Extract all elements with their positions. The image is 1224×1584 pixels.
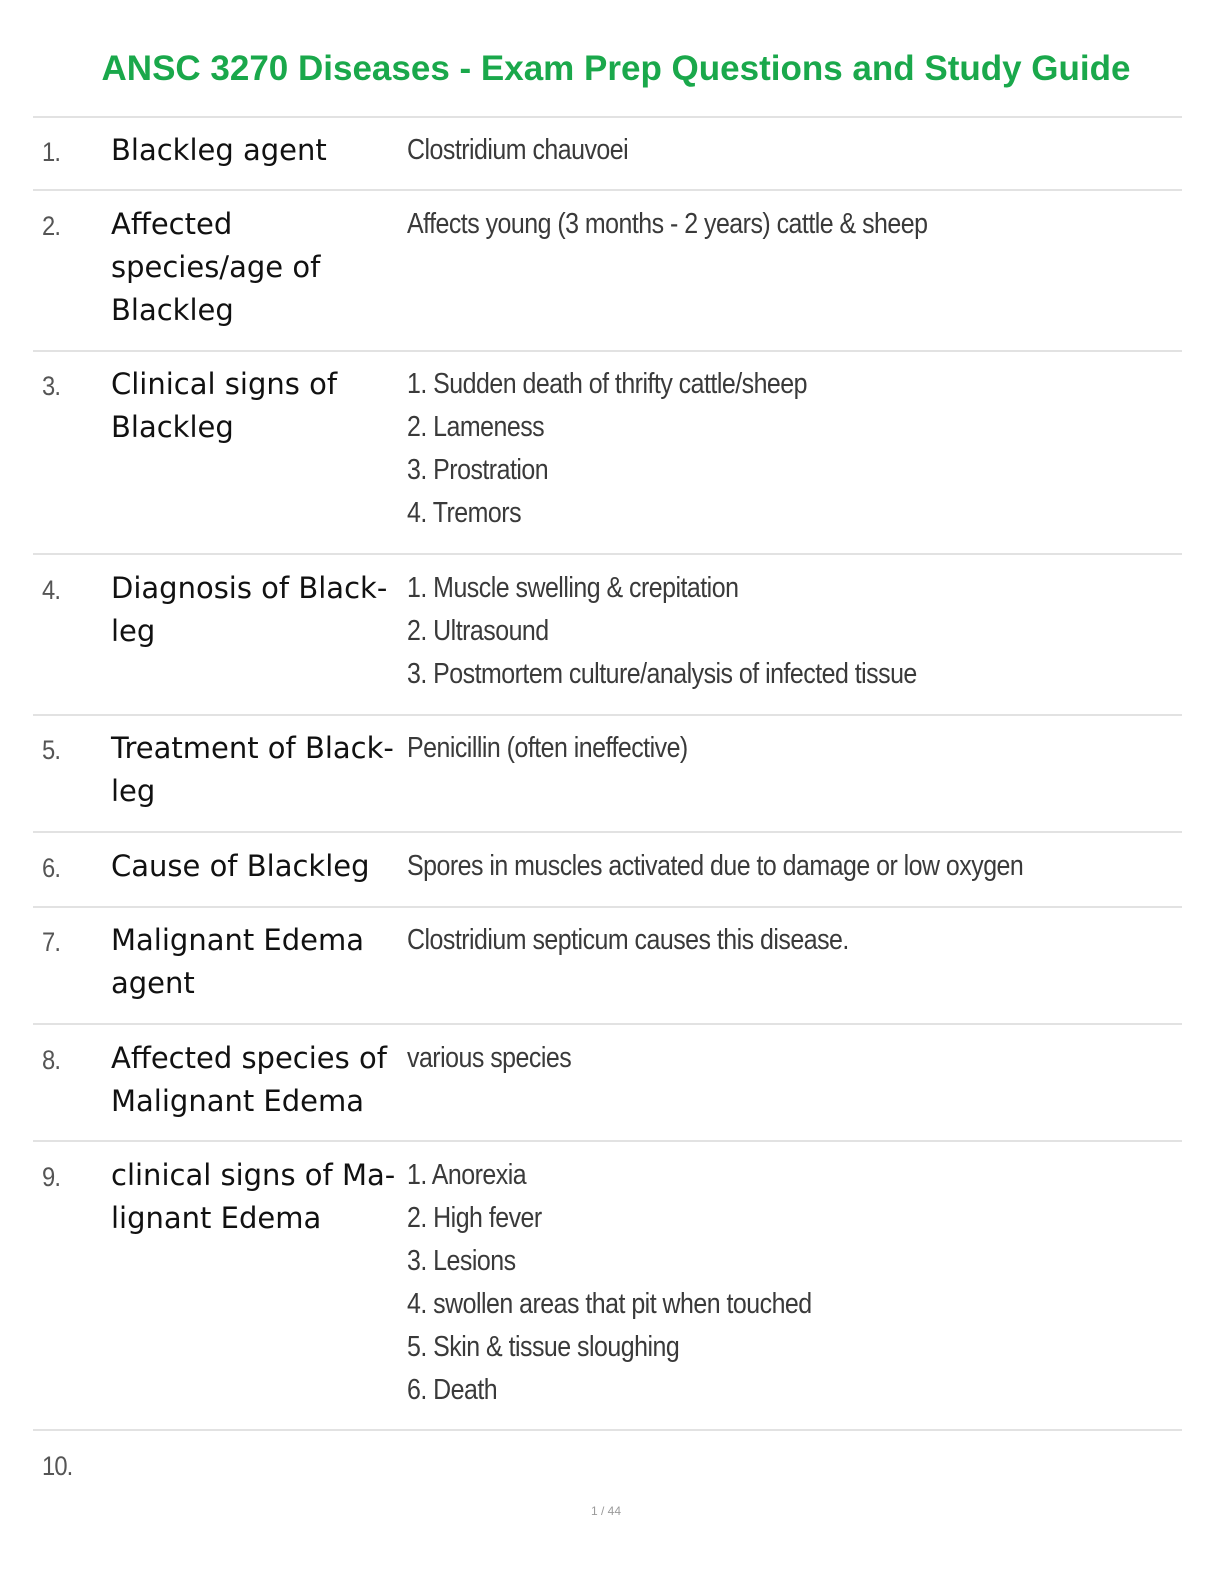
divider <box>33 553 1182 555</box>
card-definition <box>407 203 927 246</box>
term-line: Cause of Blackleg <box>111 849 370 883</box>
card-number: 1. <box>42 137 61 167</box>
card-number: 9. <box>42 1162 61 1192</box>
definition-line: Penicillin (often ineffective) <box>407 732 688 764</box>
term-line: Blackleg <box>111 293 234 327</box>
definition-line: 2. Lameness <box>407 411 545 443</box>
definition-line: Clostridium chauvoei <box>407 134 629 166</box>
term-line: Treatment of Black- <box>111 731 394 765</box>
term-line: Affected <box>111 207 233 241</box>
term-line: agent <box>111 966 195 1000</box>
card-term <box>111 363 401 449</box>
card-number: 6. <box>42 853 61 883</box>
card-term <box>111 203 401 332</box>
divider <box>33 831 1182 833</box>
definition-line: Spores in muscles activated due to damage or low oxygen <box>407 850 1024 882</box>
term-line: Blackleg agent <box>111 133 327 167</box>
card-term <box>111 845 401 888</box>
divider <box>33 1429 1182 1431</box>
definition-line: 3. Postmortem culture/analysis of infected tissue <box>407 658 917 690</box>
term-line: leg <box>111 614 156 648</box>
card-number: 5. <box>42 735 61 765</box>
divider <box>33 189 1182 191</box>
card-definition <box>407 919 849 962</box>
card-definition <box>407 567 917 696</box>
term-line: Affected species of <box>111 1041 387 1075</box>
card-definition <box>407 727 688 770</box>
card-number: 8. <box>42 1045 61 1075</box>
card-number: 4. <box>42 575 61 605</box>
term-line: leg <box>111 774 156 808</box>
term-line: Diagnosis of Black- <box>111 571 388 605</box>
divider <box>33 714 1182 716</box>
card-term <box>111 727 401 813</box>
card-definition <box>407 1037 571 1080</box>
definition-line: 4. Tremors <box>407 497 522 529</box>
definition-line: 2. High fever <box>407 1202 542 1234</box>
card-definition <box>407 845 1023 888</box>
divider <box>33 1023 1182 1025</box>
term-line: lignant Edema <box>111 1201 322 1235</box>
definition-line: 5. Skin & tissue sloughing <box>407 1331 680 1363</box>
divider <box>33 906 1182 908</box>
term-line: species/age of <box>111 250 321 284</box>
card-definition <box>407 1154 812 1412</box>
card-number: 7. <box>42 927 61 957</box>
card-term <box>111 1037 401 1123</box>
card-term <box>111 1154 401 1240</box>
definition-line: 1. Muscle swelling & crepitation <box>407 572 739 604</box>
definition-line: 1. Sudden death of thrifty cattle/sheep <box>407 368 807 400</box>
card-number: 10. <box>42 1451 73 1481</box>
term-line: clinical signs of Ma- <box>111 1158 396 1192</box>
card-term <box>111 567 401 653</box>
definition-line: 4. swollen areas that pit when touched <box>407 1288 812 1320</box>
divider <box>33 1140 1182 1142</box>
definition-line: Affects young (3 months - 2 years) cattle & sheep <box>407 208 928 240</box>
definition-line: Clostridium septicum causes this disease. <box>407 924 849 956</box>
card-definition <box>407 363 807 535</box>
definition-line: various species <box>407 1042 572 1074</box>
page-indicator: 1 / 44 <box>590 1504 622 1518</box>
divider <box>33 350 1182 352</box>
page-title: ANSC 3270 Diseases - Exam Prep Questions and Study Guide <box>101 49 1131 88</box>
card-number: 2. <box>42 211 61 241</box>
term-line: Clinical signs of <box>111 367 338 401</box>
term-line: Blackleg <box>111 410 234 444</box>
definition-line: 1. Anorexia <box>407 1159 527 1191</box>
card-number: 3. <box>42 371 61 401</box>
card-definition <box>407 129 628 172</box>
definition-line: 2. Ultrasound <box>407 615 549 647</box>
card-term <box>111 129 401 172</box>
divider <box>33 116 1182 118</box>
definition-line: 3. Lesions <box>407 1245 516 1277</box>
term-line: Malignant Edema <box>111 1084 365 1118</box>
term-line: Malignant Edema <box>111 923 365 957</box>
definition-line: 3. Prostration <box>407 454 549 486</box>
definition-line: 6. Death <box>407 1374 498 1406</box>
card-term <box>111 919 401 1005</box>
